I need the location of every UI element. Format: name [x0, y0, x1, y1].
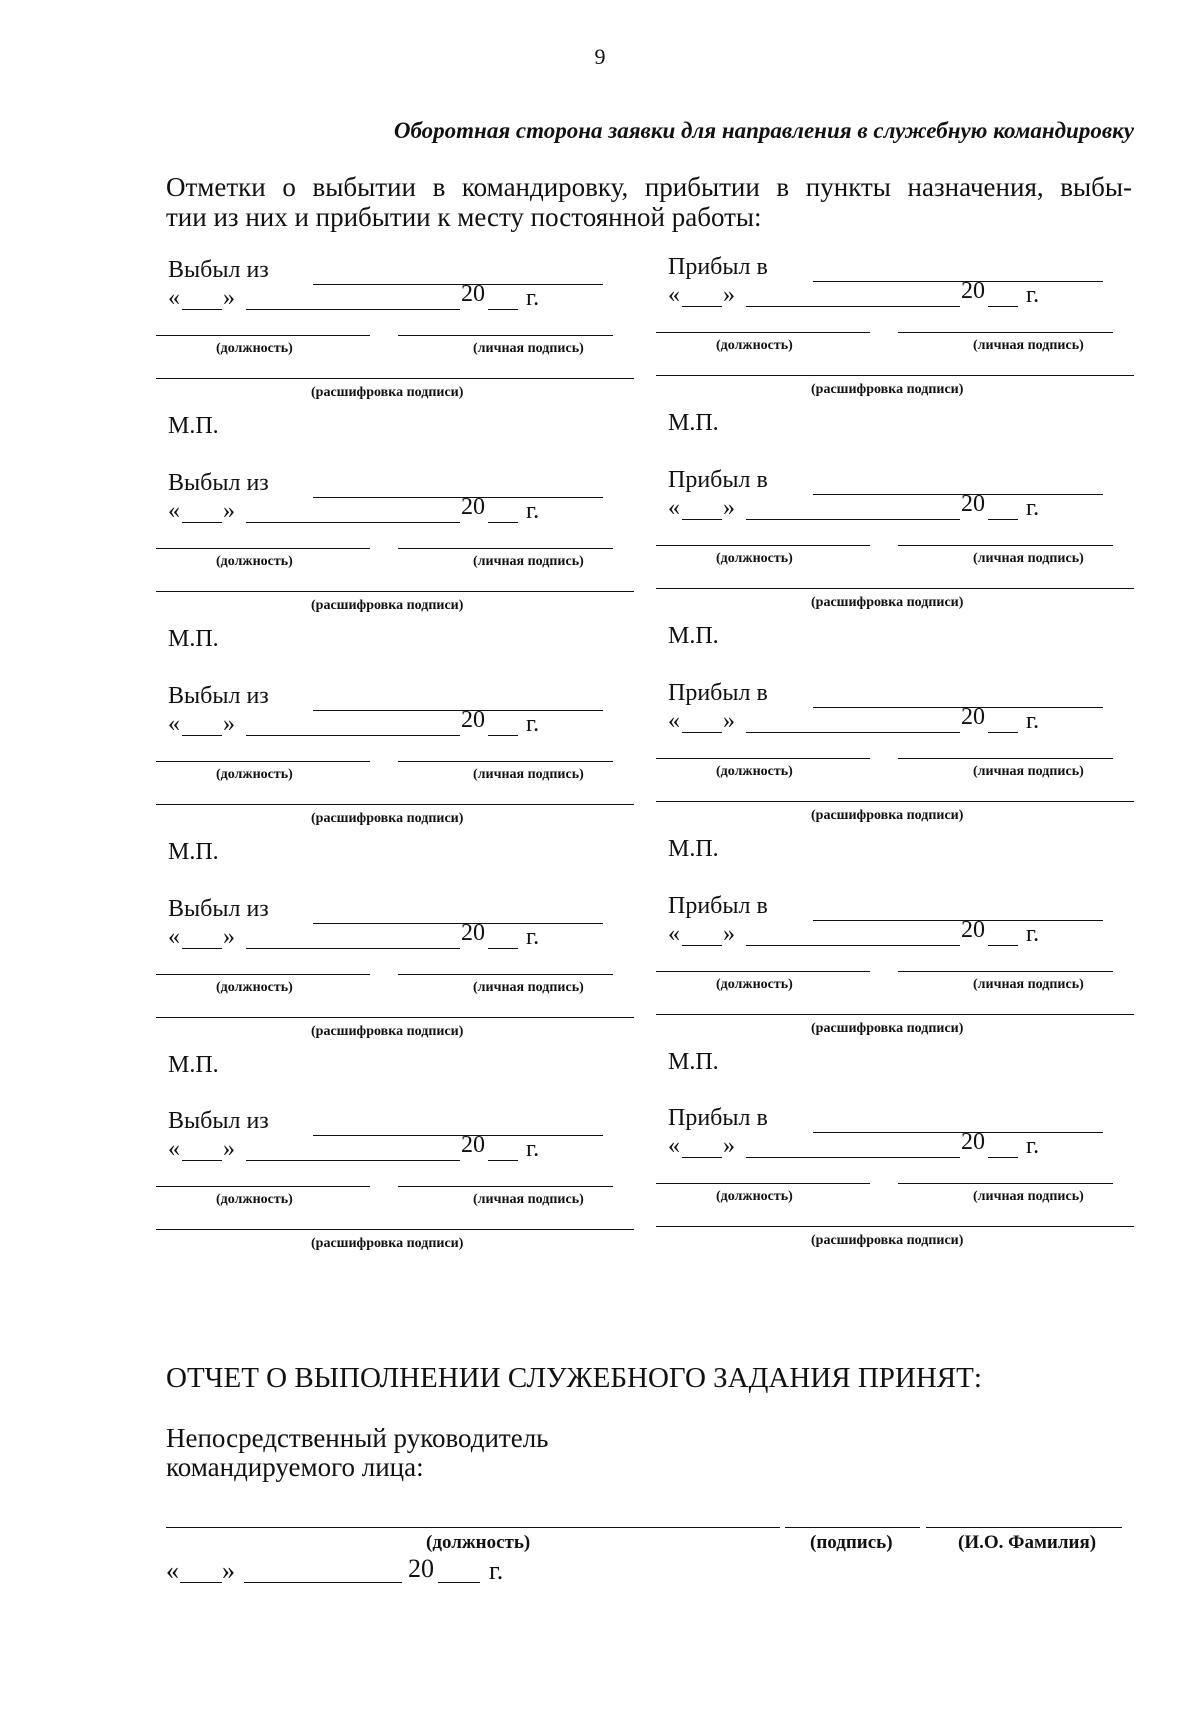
year-field[interactable] [988, 732, 1018, 733]
final-name-field[interactable] [926, 1527, 1122, 1528]
date-quote-close: » [223, 285, 235, 311]
stamp-label: М.П. [168, 1052, 219, 1078]
stamp-label: М.П. [668, 623, 719, 649]
position-caption: (должность) [216, 767, 293, 782]
signature-caption: (личная подпись) [473, 1192, 584, 1207]
decode-caption: (расшифровка подписи) [811, 595, 964, 610]
date-quote-close: » [223, 498, 235, 524]
signature-field[interactable] [398, 974, 613, 975]
date-quote-close: » [723, 708, 735, 734]
place-field[interactable] [813, 920, 1103, 921]
position-caption: (должность) [716, 764, 793, 779]
date-quote-close: » [223, 1136, 235, 1162]
decode-caption: (расшифровка подписи) [311, 1024, 464, 1039]
year-suffix: г. [1026, 1133, 1040, 1159]
decode-field[interactable] [156, 378, 634, 379]
place-field[interactable] [313, 497, 603, 498]
position-caption: (должность) [216, 980, 293, 995]
date-quote-open: « [668, 282, 680, 308]
departure-label: Выбыл из [168, 1108, 269, 1134]
year-prefix: 20 [961, 1129, 985, 1155]
departure-mark-block [168, 1108, 648, 1320]
stamp-label: М.П. [168, 413, 219, 439]
final-year-suffix: г. [489, 1556, 504, 1585]
signature-caption: (личная подпись) [473, 554, 584, 569]
date-quote-close: » [223, 924, 235, 950]
year-prefix: 20 [961, 491, 985, 517]
page-number: 9 [594, 44, 606, 69]
decode-field[interactable] [156, 804, 634, 805]
date-quote-open: « [668, 495, 680, 521]
signature-field[interactable] [898, 758, 1113, 759]
date-quote-open: « [168, 924, 180, 950]
departure-label: Выбыл из [168, 257, 269, 283]
stamp-label: М.П. [168, 626, 219, 652]
arrival-label: Прибыл в [668, 893, 768, 919]
date-quote-close: » [723, 282, 735, 308]
signature-caption: (личная подпись) [973, 1189, 1084, 1204]
signature-field[interactable] [398, 548, 613, 549]
decode-field[interactable] [656, 801, 1134, 802]
month-field[interactable] [746, 1157, 960, 1158]
decode-field[interactable] [656, 1226, 1134, 1227]
final-month-field[interactable] [244, 1582, 402, 1583]
departure-mark-block [168, 470, 648, 682]
intro-text [166, 172, 1132, 232]
month-field[interactable] [746, 306, 960, 307]
date-quote-close: » [723, 495, 735, 521]
departure-mark-block [168, 257, 648, 469]
month-field[interactable] [246, 309, 460, 310]
month-field[interactable] [746, 945, 960, 946]
manager-line-2: командируемого лица: [166, 1452, 424, 1482]
signature-field[interactable] [898, 1183, 1113, 1184]
position-field[interactable] [656, 971, 870, 972]
year-field[interactable] [988, 945, 1018, 946]
year-prefix: 20 [461, 1132, 485, 1158]
date-quote-open: « [168, 498, 180, 524]
arrival-label: Прибыл в [668, 467, 768, 493]
decode-caption: (расшифровка подписи) [311, 598, 464, 613]
date-quote-open: « [168, 285, 180, 311]
day-field[interactable] [182, 522, 222, 523]
month-field[interactable] [246, 522, 460, 523]
final-year-prefix: 20 [408, 1554, 434, 1583]
year-suffix: г. [526, 1136, 540, 1162]
signature-caption: (личная подпись) [473, 980, 584, 995]
year-field[interactable] [988, 306, 1018, 307]
date-quote-open: « [168, 711, 180, 737]
date-quote-open: « [668, 921, 680, 947]
position-caption: (должность) [716, 977, 793, 992]
year-field[interactable] [488, 1160, 518, 1161]
signature-caption: (личная подпись) [973, 764, 1084, 779]
year-prefix: 20 [961, 278, 985, 304]
year-prefix: 20 [461, 707, 485, 733]
day-field[interactable] [182, 948, 222, 949]
arrival-mark-block [668, 893, 1148, 1105]
arrival-mark-block [668, 254, 1148, 466]
place-field[interactable] [313, 284, 603, 285]
signature-caption: (личная подпись) [973, 338, 1084, 353]
year-suffix: г. [1026, 708, 1040, 734]
decode-caption: (расшифровка подписи) [311, 1236, 464, 1251]
place-field[interactable] [313, 1135, 603, 1136]
day-field[interactable] [682, 1157, 722, 1158]
manager-label [166, 1424, 548, 1482]
year-suffix: г. [1026, 921, 1040, 947]
decode-caption: (расшифровка подписи) [811, 1021, 964, 1036]
decode-caption: (расшифровка подписи) [311, 385, 464, 400]
day-field[interactable] [182, 735, 222, 736]
year-suffix: г. [1026, 495, 1040, 521]
date-quote-close: » [723, 1133, 735, 1159]
year-field[interactable] [988, 1157, 1018, 1158]
day-field[interactable] [682, 732, 722, 733]
year-prefix: 20 [461, 281, 485, 307]
position-caption: (должность) [216, 341, 293, 356]
year-suffix: г. [526, 498, 540, 524]
final-day-field[interactable] [180, 1582, 222, 1583]
month-field[interactable] [246, 735, 460, 736]
month-field[interactable] [746, 519, 960, 520]
day-field[interactable] [182, 1160, 222, 1161]
departure-mark-block [168, 896, 648, 1108]
year-field[interactable] [488, 735, 518, 736]
decode-field[interactable] [156, 1229, 634, 1230]
year-prefix: 20 [961, 704, 985, 730]
intro-line-2: тии из них и прибытии к месту постоянной работы: [166, 202, 762, 232]
date-quote-open: « [668, 708, 680, 734]
year-field[interactable] [488, 522, 518, 523]
signature-field[interactable] [398, 761, 613, 762]
date-quote-close: » [223, 711, 235, 737]
position-field[interactable] [156, 1186, 370, 1187]
signature-field[interactable] [898, 971, 1113, 972]
signature-caption: (личная подпись) [473, 341, 584, 356]
decode-field[interactable] [656, 375, 1134, 376]
position-field[interactable] [156, 761, 370, 762]
final-date-quote-close: » [222, 1556, 235, 1585]
year-prefix: 20 [461, 494, 485, 520]
position-field[interactable] [656, 1183, 870, 1184]
page-subtitle: Оборотная сторона заявки для направления в служебную командировку [393, 118, 1134, 143]
date-quote-open: « [668, 1133, 680, 1159]
year-suffix: г. [1026, 282, 1040, 308]
position-field[interactable] [156, 974, 370, 975]
signature-caption: (личная подпись) [473, 767, 584, 782]
final-signature-field[interactable] [785, 1527, 920, 1528]
departure-label: Выбыл из [168, 683, 269, 709]
position-caption: (должность) [216, 1192, 293, 1207]
date-quote-open: « [168, 1136, 180, 1162]
year-field[interactable] [488, 309, 518, 310]
year-field[interactable] [988, 519, 1018, 520]
position-field[interactable] [656, 758, 870, 759]
stamp-label: М.П. [668, 1049, 719, 1075]
arrival-label: Прибыл в [668, 680, 768, 706]
day-field[interactable] [682, 519, 722, 520]
intro-line-1: Отметки о выбытии в командировку, прибытии в пункты назначения, выбы- [166, 172, 1132, 202]
position-field[interactable] [156, 335, 370, 336]
signature-field[interactable] [898, 332, 1113, 333]
departure-mark-block [168, 683, 648, 895]
position-field[interactable] [156, 548, 370, 549]
manager-line-1: Непосредственный руководитель [166, 1423, 549, 1453]
day-field[interactable] [682, 945, 722, 946]
place-field[interactable] [313, 923, 603, 924]
stamp-label: М.П. [668, 410, 719, 436]
arrival-mark-block [668, 680, 1148, 892]
position-field[interactable] [656, 545, 870, 546]
year-prefix: 20 [961, 917, 985, 943]
decode-caption: (расшифровка подписи) [811, 1233, 964, 1248]
departure-label: Выбыл из [168, 470, 269, 496]
final-year-field[interactable] [438, 1582, 480, 1583]
day-field[interactable] [682, 306, 722, 307]
date-quote-close: » [723, 921, 735, 947]
decode-caption: (расшифровка подписи) [811, 808, 964, 823]
position-caption: (должность) [716, 551, 793, 566]
signature-field[interactable] [398, 335, 613, 336]
signature-field[interactable] [898, 545, 1113, 546]
year-suffix: г. [526, 924, 540, 950]
final-signature-caption: (подпись) [810, 1532, 893, 1553]
place-field[interactable] [313, 710, 603, 711]
decode-field[interactable] [656, 1014, 1134, 1015]
place-field[interactable] [813, 281, 1103, 282]
position-field[interactable] [656, 332, 870, 333]
year-prefix: 20 [461, 920, 485, 946]
place-field[interactable] [813, 707, 1103, 708]
stamp-label: М.П. [168, 839, 219, 865]
arrival-mark-block [668, 1105, 1148, 1317]
month-field[interactable] [746, 732, 960, 733]
report-title: ОТЧЕТ О ВЫПОЛНЕНИИ СЛУЖЕБНОГО ЗАДАНИЯ ПРИНЯТ: [166, 1362, 982, 1394]
decode-caption: (расшифровка подписи) [311, 811, 464, 826]
place-field[interactable] [813, 1132, 1103, 1133]
place-field[interactable] [813, 494, 1103, 495]
signature-field[interactable] [398, 1186, 613, 1187]
position-caption: (должность) [716, 1189, 793, 1204]
position-caption: (должность) [216, 554, 293, 569]
arrival-label: Прибыл в [668, 1105, 768, 1131]
month-field[interactable] [246, 1160, 460, 1161]
decode-field[interactable] [656, 588, 1134, 589]
position-caption: (должность) [716, 338, 793, 353]
departure-label: Выбыл из [168, 896, 269, 922]
year-field[interactable] [488, 948, 518, 949]
decode-caption: (расшифровка подписи) [811, 382, 964, 397]
arrival-label: Прибыл в [668, 254, 768, 280]
signature-caption: (личная подпись) [973, 977, 1084, 992]
stamp-label: М.П. [668, 836, 719, 862]
year-suffix: г. [526, 285, 540, 311]
final-position-caption: (должность) [426, 1532, 531, 1553]
arrival-mark-block [668, 467, 1148, 679]
final-name-caption: (И.О. Фамилия) [958, 1532, 1097, 1553]
signature-caption: (личная подпись) [973, 551, 1084, 566]
year-suffix: г. [526, 711, 540, 737]
decode-field[interactable] [156, 1017, 634, 1018]
final-date-quote-open: « [166, 1556, 179, 1585]
month-field[interactable] [246, 948, 460, 949]
day-field[interactable] [182, 309, 222, 310]
final-position-field[interactable] [166, 1527, 780, 1528]
decode-field[interactable] [156, 591, 634, 592]
